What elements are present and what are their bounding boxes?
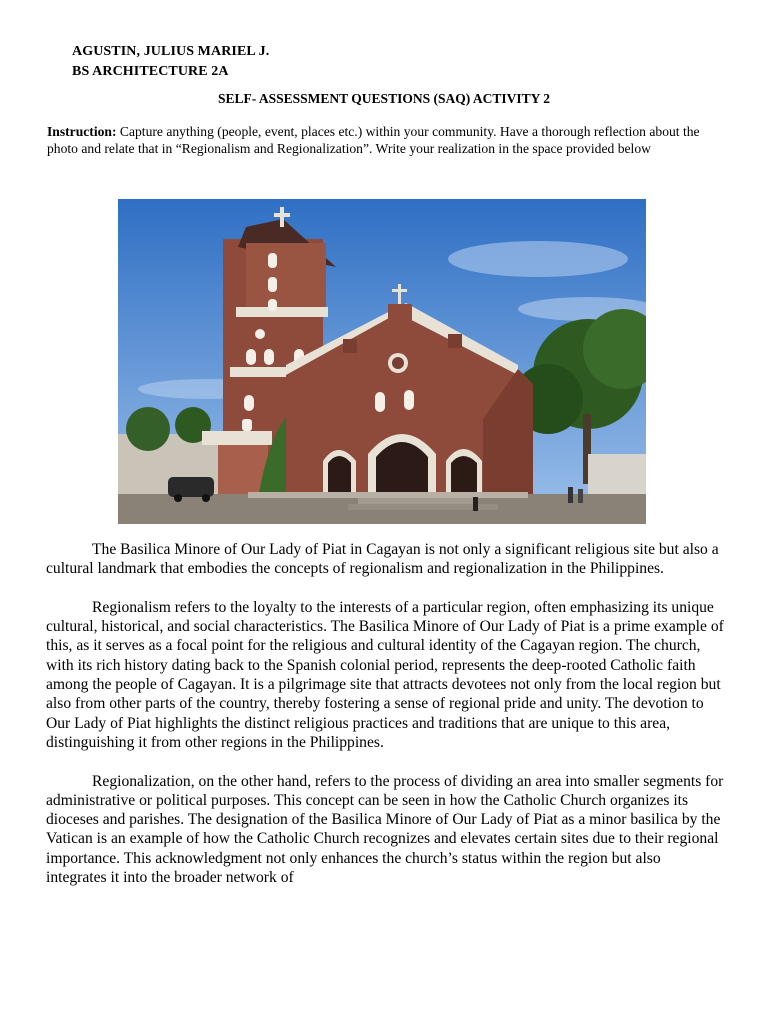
parked-car: [168, 477, 214, 497]
left-tree: [126, 407, 170, 451]
reflection-body: [46, 540, 724, 907]
activity-title: SELF- ASSESSMENT QUESTIONS (SAQ) ACTIVITY 2: [218, 91, 550, 106]
instruction-block: [47, 124, 727, 157]
basilica-photo: [118, 199, 646, 524]
instruction-label: Instruction:: [47, 124, 117, 139]
student-course: BS ARCHITECTURE 2A: [72, 64, 229, 79]
student-name: AGUSTIN, JULIUS MARIEL J.: [72, 44, 270, 59]
paragraph-intro: The Basilica Minore of Our Lady of Piat in Cagayan is not only a significant religious site but also a cultural landmark that embodies the concepts of regionalism and regionalization in the Philippines.: [46, 541, 719, 578]
paragraph-regionalism: Regionalism refers to the loyalty to the interests of a particular region, often emphasizing its unique cultural, historical, and social characteristics. The Basilica Minore of Our Lady of Piat is a prime example of this, as it serves as a focal point for the religious and cultural identity of the Cagayan region. The church, with its rich history dating back to the Spanish colonial period, represents the deep-rooted Catholic faith among the people of Cagayan. It is a pilgrimage site that attracts devotees not only from the local region but also from other parts of the country, thereby fostering a sense of regional pride and unity. The devotion to Our Lady of Piat highlights the distinct religious practices and traditions that are unique to this area, distinguishing it from other regions in the Philippines.: [46, 598, 724, 751]
paragraph-regionalization: Regionalization, on the other hand, refers to the process of dividing an area into smaller segments for administrative or political purposes. This concept can be seen in how the Catholic Church organizes its dioceses and parishes. The designation of the Basilica Minore of Our Lady of Piat as a minor basilica by the Vatican is an example of how the Catholic Church recognizes and elevates certain sites due to their regional importance. This acknowledgment not only enhances the church’s status within the region but also integrates it into the broader network of: [46, 772, 724, 887]
instruction-text: Capture anything (people, event, places etc.) within your community. Have a thorough reflection about the photo and relate that in “Regionalism and Regionalization”. Write your realization in the space provided below: [47, 124, 700, 156]
